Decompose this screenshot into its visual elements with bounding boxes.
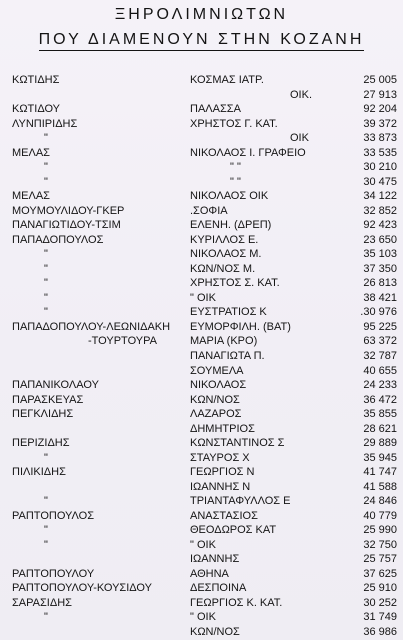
surname-cell: ΜΟΥΜΟΥΛΙΔΟΥ-ΓΚΕΡ xyxy=(12,205,125,217)
page-title: ΞΗΡΟΛΙΜΝΙΩΤΩΝ xyxy=(114,6,289,23)
given-name-cell: ΚΩΝ/ΝΟΣ xyxy=(190,626,240,638)
given-name-cell: ΛΑΖΑΡΟΣ xyxy=(190,408,242,420)
given-name-cell: ΝΙΚΟΛΑΟΣ Μ. xyxy=(190,248,262,260)
phone-number-cell: 25 990 xyxy=(363,524,397,536)
surname-cell: ΠΕΡΙΖΙΔΗΣ xyxy=(12,437,70,449)
phone-number-cell: 41 747 xyxy=(363,466,397,478)
given-name-cell: ΓΕΩΡΓΙΟΣ Κ. ΚΑΤ. xyxy=(190,597,283,609)
table-row xyxy=(0,348,403,364)
given-name-cell: ΑΝΑΣΤΑΣΙΟΣ xyxy=(190,510,258,522)
given-name-cell: ΠΑΝΑΓΙΩΤΑ Π. xyxy=(190,350,265,362)
surname-cell: ΠΑΠΑΔΟΠΟΥΛΟΣ xyxy=(12,234,104,246)
surname-cell: ΚΩΤΙΔΗΣ xyxy=(12,74,60,86)
given-name-cell: ΣΟΥΜΕΛΑ xyxy=(190,365,244,377)
given-name-cell: ΕΥΜΟΡΦΙΛΗ. (ΒΑΤ) xyxy=(190,321,291,333)
given-name-cell: ΟΙΚ xyxy=(290,132,309,144)
surname-cell: " xyxy=(44,292,48,304)
given-name-cell: ΠΑΛΑΣΣΑ xyxy=(190,103,241,115)
page-subtitle-text: ΠΟΥ ΔΙΑΜΕΝΟΥΝ ΣΤΗΝ ΚΟΖΑΝΗ xyxy=(39,31,365,51)
given-name-cell: ΜΑΡΙΑ (ΚΡΟ) xyxy=(190,335,258,347)
table-row xyxy=(0,624,403,640)
given-name-cell: .ΣΟΦΙΑ xyxy=(190,205,228,217)
surname-cell: " xyxy=(44,132,48,144)
given-name-cell: ΕΥΣΤΡΑΤΙΟΣ Κ xyxy=(190,306,267,318)
surname-cell: " xyxy=(44,539,48,551)
page-subtitle xyxy=(0,31,403,51)
surname-cell: ΠΑΡΑΣΚΕΥΑΣ xyxy=(12,394,84,406)
phone-number-cell: 33 535 xyxy=(363,147,397,159)
given-name-cell: ΚΟΣΜΑΣ ΙΑΤΡ. xyxy=(190,74,264,86)
surname-cell: ΠΑΠΑΔΟΠΟΥΛΟΥ-ΛΕΩΝΙΔΑΚΗ xyxy=(12,321,171,333)
phone-number-cell: 29 889 xyxy=(363,437,397,449)
table-row xyxy=(0,275,403,291)
phone-number-cell: 92 204 xyxy=(363,103,397,115)
surname-cell: " xyxy=(44,452,48,464)
given-name-cell: ΘΕΟΔΩΡΟΣ ΚΑΤ xyxy=(190,524,277,536)
surname-cell: ΛΥΝΠΙΡΙΔΗΣ xyxy=(12,118,78,130)
phone-number-cell: 34 122 xyxy=(363,190,397,202)
phone-number-cell: 32 852 xyxy=(363,205,397,217)
phone-number-cell: 30 252 xyxy=(363,597,397,609)
phone-number-cell: .30 976 xyxy=(360,306,397,318)
surname-cell: " xyxy=(44,524,48,536)
given-name-cell: " " xyxy=(230,161,241,173)
phone-number-cell: 35 855 xyxy=(363,408,397,420)
table-row xyxy=(0,464,403,480)
surname-cell: " xyxy=(44,611,48,623)
given-name-cell: " ΟΙΚ xyxy=(190,611,216,623)
given-name-cell: " ΟΙΚ xyxy=(190,539,216,551)
phone-number-cell: 38 421 xyxy=(363,292,397,304)
table-row xyxy=(0,493,403,509)
table-row xyxy=(0,159,403,175)
table-row xyxy=(0,72,403,88)
given-name-cell: ΓΕΩΡΓΙΟΣ Ν xyxy=(190,466,255,478)
phone-number-cell: 95 225 xyxy=(363,321,397,333)
table-row xyxy=(0,188,403,204)
phone-number-cell: 30 210 xyxy=(363,161,397,173)
given-name-cell: ΝΙΚΟΛΑΟΣ Ι. ΓΡΑΦΕΙΟ xyxy=(190,147,306,159)
table-row xyxy=(0,609,403,625)
given-name-cell: ΧΡΗΣΤΟΣ Γ. ΚΑΤ. xyxy=(190,118,278,130)
surname-cell: " xyxy=(44,161,48,173)
table-row xyxy=(0,246,403,262)
given-name-cell: " ΟΙΚ xyxy=(190,292,216,304)
phone-number-cell: 24 233 xyxy=(363,379,397,391)
phone-number-cell: 92 423 xyxy=(363,219,397,231)
given-name-cell: ΝΙΚΟΛΑΟΣ xyxy=(190,379,247,391)
surname-cell: " xyxy=(44,263,48,275)
table-row xyxy=(0,130,403,146)
given-name-cell: ΕΛΕΝΗ. (ΔΡΕΠ) xyxy=(190,219,272,231)
phone-number-cell: 39 372 xyxy=(363,118,397,130)
table-row xyxy=(0,304,403,320)
phone-number-cell: 32 750 xyxy=(363,539,397,551)
table-row xyxy=(0,333,403,349)
surname-cell: ΡΑΠΤΟΠΟΥΛΟΥ-ΚΟΥΣΙΔΟΥ xyxy=(12,582,152,594)
surname-cell: " xyxy=(44,277,48,289)
surname-cell: ΠΑΝΑΓΙΩΤΙΔΟΥ-ΤΣΙΜ xyxy=(12,219,121,231)
given-name-cell: ΚΩΝ/ΝΟΣ Μ. xyxy=(190,263,256,275)
phone-number-cell: 23 650 xyxy=(363,234,397,246)
given-name-cell: ΤΡΙΑΝΤΑΦΥΛΛΟΣ Ε xyxy=(190,495,291,507)
phone-number-cell: 31 749 xyxy=(363,611,397,623)
table-row xyxy=(0,101,403,117)
table-row xyxy=(0,522,403,538)
surname-cell: ΡΑΠΤΟΠΟΥΛΟΥ xyxy=(12,568,95,580)
surname-cell: " xyxy=(44,306,48,318)
phone-number-cell: 27 913 xyxy=(363,89,397,101)
phone-number-cell: 35 945 xyxy=(363,452,397,464)
surname-cell: " xyxy=(44,248,48,260)
surname-cell: " xyxy=(44,495,48,507)
surname-cell: ΠΑΠΑΝΙΚΟΛΑΟΥ xyxy=(12,379,99,391)
table-row xyxy=(0,377,403,393)
table-row xyxy=(0,551,403,567)
given-name-cell: ΚΩΝ/ΝΟΣ xyxy=(190,394,240,406)
given-name-cell: ΔΗΜΗΤΡΙΟΣ xyxy=(190,423,255,435)
given-name-cell: " " xyxy=(230,176,241,188)
phone-number-cell: 24 846 xyxy=(363,495,397,507)
table-row xyxy=(0,435,403,451)
given-name-cell: ΙΩΑΝΝΗΣ xyxy=(190,553,240,565)
phone-number-cell: 36 472 xyxy=(363,394,397,406)
phone-number-cell: 37 625 xyxy=(363,568,397,580)
given-name-cell: ΟΙΚ. xyxy=(290,89,313,101)
phone-number-cell: 40 779 xyxy=(363,510,397,522)
surname-cell: ΜΕΛΑΣ xyxy=(12,190,50,202)
surname-cell: -ΤΟΥΡΤΟΥΡΑ xyxy=(88,335,157,347)
surname-cell: " xyxy=(44,176,48,188)
table-row xyxy=(0,406,403,422)
surname-cell: ΣΑΡΑΣΙΔΗΣ xyxy=(12,597,72,609)
given-name-cell: ΙΩΑΝΝΗΣ Ν xyxy=(190,481,251,493)
surname-cell: ΠΕΓΚΛΙΔΗΣ xyxy=(12,408,74,420)
given-name-cell: ΚΥΡΙΛΛΟΣ Ε. xyxy=(190,234,259,246)
phone-number-cell: 25 910 xyxy=(363,582,397,594)
given-name-cell: ΝΙΚΟΛΑΟΣ ΟΙΚ xyxy=(190,190,269,202)
phone-number-cell: 63 372 xyxy=(363,335,397,347)
phone-number-cell: 25 757 xyxy=(363,553,397,565)
given-name-cell: ΑΘΗΝΑ xyxy=(190,568,229,580)
phone-number-cell: 26 813 xyxy=(363,277,397,289)
phone-number-cell: 37 350 xyxy=(363,263,397,275)
phone-number-cell: 40 655 xyxy=(363,365,397,377)
surname-cell: ΚΩΤΙΔΟΥ xyxy=(12,103,60,115)
surname-cell: ΠΙΛΙΚΙΔΗΣ xyxy=(12,466,66,478)
given-name-cell: ΔΕΣΠΟΙΝΑ xyxy=(190,582,247,594)
phone-number-cell: 25 005 xyxy=(363,74,397,86)
phone-number-cell: 33 873 xyxy=(363,132,397,144)
surname-cell: ΜΕΛΑΣ xyxy=(12,147,50,159)
table-row xyxy=(0,217,403,233)
phone-number-cell: 36 986 xyxy=(363,626,397,638)
phone-number-cell: 28 621 xyxy=(363,423,397,435)
phone-number-cell: 30 475 xyxy=(363,176,397,188)
phone-number-cell: 32 787 xyxy=(363,350,397,362)
table-row xyxy=(0,580,403,596)
given-name-cell: ΚΩΝΣΤΑΝΤΙΝΟΣ Σ xyxy=(190,437,285,449)
given-name-cell: ΧΡΗΣΤΟΣ Σ. ΚΑΤ. xyxy=(190,277,280,289)
phone-number-cell: 41 588 xyxy=(363,481,397,493)
phone-number-cell: 35 103 xyxy=(363,248,397,260)
surname-cell: ΡΑΠΤΟΠΟΥΛΟΣ xyxy=(12,510,95,522)
given-name-cell: ΣΤΑΥΡΟΣ Χ xyxy=(190,452,250,464)
